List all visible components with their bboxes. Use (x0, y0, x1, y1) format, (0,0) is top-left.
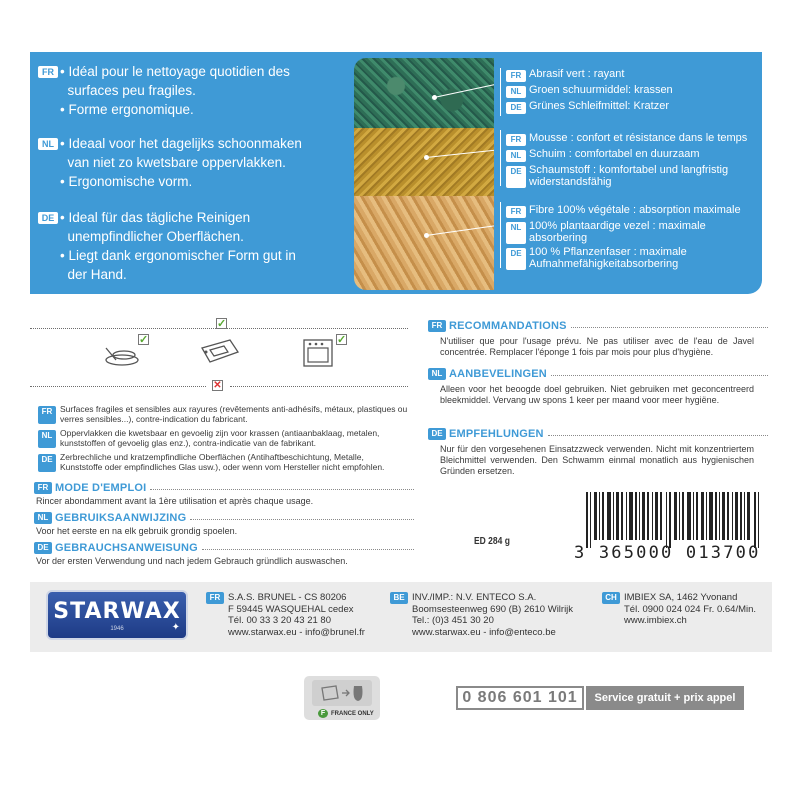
address-line: www.imbiex.ch (624, 615, 687, 626)
claim-line: der Hand. (60, 267, 127, 282)
usage-text: Vor der ersten Verwendung und nach jedem Gebrauch gründlich auswaschen. (36, 556, 348, 566)
address-line: Tel.: (0)3 451 30 20 (412, 615, 494, 626)
starwax-logo (46, 590, 188, 640)
usage-text: Voor het eerste en na elk gebruik grondig spoelen. (36, 526, 238, 536)
layer-text: Fibre 100% végétale : absorption maximale (529, 204, 741, 216)
claim-group-nl (38, 136, 348, 193)
recycling-text: FRANCE ONLY (331, 710, 374, 717)
claim-line: van niet zo kwetsbare oppervlakken. (60, 155, 286, 170)
divider (230, 386, 408, 387)
sponge-cross-section-image (354, 58, 494, 290)
rec-heading-de (428, 428, 768, 440)
usage-text: Rincer abondamment avant la 1ère utilisation et après chaque usage. (36, 496, 314, 506)
dishes-icon (102, 340, 142, 370)
bracket (500, 68, 501, 116)
brand-name: STARWAX (53, 599, 181, 624)
layer-text: 100% plantaardige vezel : maximale absorbering (529, 220, 706, 244)
service-label: Service gratuit + prix appel (586, 686, 744, 710)
layer-text: Groen schuurmiddel: krassen (529, 84, 673, 96)
address-line: Boomsesteenweg 690 (B) 2610 Wilrijk (412, 603, 574, 615)
layer-abrasive (506, 68, 762, 116)
lang-badge: DE (38, 454, 56, 472)
lang-badge: NL (506, 150, 526, 162)
divider (202, 549, 414, 550)
lang-badge: FR (506, 206, 526, 218)
lang-badge: FR (428, 320, 446, 332)
address-line: INV./IMP.: N.V. ENTECO S.A. (412, 592, 537, 603)
claim-group-de (38, 210, 348, 286)
layer-fibre (506, 204, 762, 272)
sponge-foam-layer (354, 128, 494, 196)
divider (571, 327, 768, 328)
address-line: www.starwax.eu - info@enteco.be (412, 626, 556, 638)
lang-badge: FR (206, 592, 224, 604)
rec-text: Alleen voor het beoogde doel gebruiken. Niet gebruiken met geconcentreerd bleekmiddel. Vervang uw spons 1 keer per maand voor meer hygiëne. (440, 384, 754, 405)
address-ch (602, 592, 756, 627)
sponge-abrasive-layer (354, 58, 494, 128)
lang-badge: CH (602, 592, 620, 604)
lang-badge: NL (506, 222, 526, 244)
usage-heading-nl (34, 512, 414, 524)
sink-icon (200, 334, 240, 364)
claim-line: • Liegt dank ergonomischer Form gut in (60, 248, 296, 263)
rec-text: N'utiliser que pour l'usage prévu. Ne pas utiliser avec de l'eau de Javel concentrée. Remplacer l'éponge 1 fois par mois pour plus d'hygiène. (440, 336, 754, 357)
cross-icon: ✕ (213, 380, 222, 391)
address-line: Tél. 00 33 3 20 43 21 80 (228, 615, 331, 626)
address-line: IMBIEX SA, 1462 Yvonand (624, 592, 738, 603)
unsuitable-text: Surfaces fragiles et sensibles aux rayures (revêtements anti-adhésifs, métaux, plastiques ou verres sensibles...), contre-indication du fabricant. (60, 404, 408, 424)
address-line: www.starwax.eu - info@brunel.fr (228, 626, 365, 638)
lang-badge: NL (506, 86, 526, 98)
claims-list (30, 52, 350, 294)
section-title: AANBEVELINGEN (449, 368, 547, 380)
sponge-layer-descriptions (494, 58, 762, 290)
product-claims-band (30, 52, 762, 294)
address-fr (206, 592, 365, 638)
layer-text: Schuim : comfortabel en duurzaam (529, 148, 700, 160)
rec-text: Nur für den vorgesehenen Einsatzzweck verwenden. Nicht mit konzentriertem Bleichmittel verwenden. Den Schwamm einmal monatlich aus hygienischen Gründen ersetzen. (440, 444, 754, 476)
divider (551, 375, 768, 376)
lang-badge: FR (506, 134, 526, 146)
lang-badge: NL (38, 430, 56, 448)
claim-line: • Ergonomische vorm. (60, 174, 193, 189)
unsuitable-nl (38, 428, 408, 448)
layer-text: Abrasif vert : rayant (529, 68, 625, 80)
address-line: F 59445 WASQUEHAL cedex (228, 603, 354, 615)
sponge-fibre-layer (354, 196, 494, 290)
lang-badge: NL (34, 512, 52, 524)
recycling-label (318, 709, 374, 718)
claim-group-fr (38, 64, 348, 121)
claim-line: • Forme ergonomique. (60, 102, 194, 117)
check-icon: ✓ (217, 318, 227, 330)
country-badge: F (318, 709, 328, 718)
address-be (390, 592, 573, 638)
star-icon: ✦ (171, 622, 180, 633)
claim-line: • Idéal pour le nettoyage quotidien des (60, 64, 290, 79)
address-line: Tél. 0900 024 024 Fr. 0.64/Min. (624, 603, 757, 615)
lang-badge: DE (506, 166, 526, 188)
lang-badge: NL (38, 138, 58, 150)
unsuitable-de (38, 452, 408, 472)
divider (30, 386, 206, 387)
lang-badge: NL (428, 368, 446, 380)
rec-heading-nl (428, 368, 768, 380)
unsuitable-text: Oppervlakken die kwetsbaar en gevoelig zijn voor krassen (antiaanbaklaag, metalen, kunststoffen of gevoelig glas enz.), contra-indicatie van de fabrikant. (60, 428, 380, 448)
section-title: GEBRAUCHSANWEISUNG (55, 542, 198, 554)
lang-badge: DE (506, 102, 526, 114)
divider (190, 519, 414, 520)
section-title: RECOMMANDATIONS (449, 320, 567, 332)
section-title: GEBRUIKSAANWIJZING (55, 512, 187, 524)
layer-text: 100 % Pflanzenfaser : maximale Aufnahmefähigkeitabsorbering (529, 246, 687, 270)
bracket (500, 130, 501, 186)
lang-badge: FR (38, 406, 56, 424)
brand-year: 1946 (110, 626, 124, 632)
company-footer (30, 582, 772, 652)
claim-line: • Ideaal voor het dagelijks schoonmaken (60, 136, 302, 151)
service-phone-number[interactable]: 0 806 601 101 (456, 686, 584, 710)
claim-line: • Ideal für das tägliche Reinigen (60, 210, 251, 225)
divider (548, 435, 768, 436)
bracket (500, 202, 501, 268)
layer-text: Schaumstoff : komfortabel und langfristig widerstandsfähig (529, 164, 729, 188)
lang-badge: FR (506, 70, 526, 82)
recycling-logo (304, 676, 380, 720)
section-title: EMPFEHLUNGEN (449, 428, 544, 440)
lang-badge: FR (38, 66, 58, 78)
usage-heading-fr (34, 482, 414, 494)
lang-badge: DE (34, 542, 52, 554)
layer-text: Grünes Schleifmittel: Kratzer (529, 100, 669, 112)
lang-badge: DE (38, 212, 58, 224)
claim-line: unempfindlicher Oberflächen. (60, 229, 244, 244)
address-line: S.A.S. BRUNEL - CS 80206 (228, 592, 347, 603)
barcode-icon (586, 492, 762, 548)
check-icon: ✓ (139, 334, 149, 346)
usage-heading-de (34, 542, 414, 554)
lang-badge: BE (390, 592, 408, 604)
unsuitable-text: Zerbrechliche und kratzempfindliche Oberflächen (Antihaftbeschichtung, Metalle, Kunststoffe oder empfindliches Glas usw.), oder wenn vom Hersteller nicht empfohlen. (60, 452, 385, 472)
unsuitable-fr (38, 404, 408, 424)
triman-icon (312, 680, 372, 706)
lang-badge: FR (34, 482, 52, 494)
rec-heading-fr (428, 320, 768, 332)
claim-line: surfaces peu fragiles. (60, 83, 196, 98)
oven-icon (300, 338, 340, 368)
lang-badge: DE (506, 248, 526, 270)
layer-foam (506, 132, 762, 190)
layer-text: Mousse : confort et résistance dans le temps (529, 132, 748, 144)
lang-badge: DE (428, 428, 446, 440)
divider (150, 489, 414, 490)
section-title: MODE D'EMPLOI (55, 482, 147, 494)
check-icon: ✓ (337, 334, 347, 346)
edition-weight: ED 284 g (474, 536, 510, 547)
sponge-layers-panel (354, 58, 762, 290)
barcode-number: 3 365000 013700 (574, 543, 761, 563)
